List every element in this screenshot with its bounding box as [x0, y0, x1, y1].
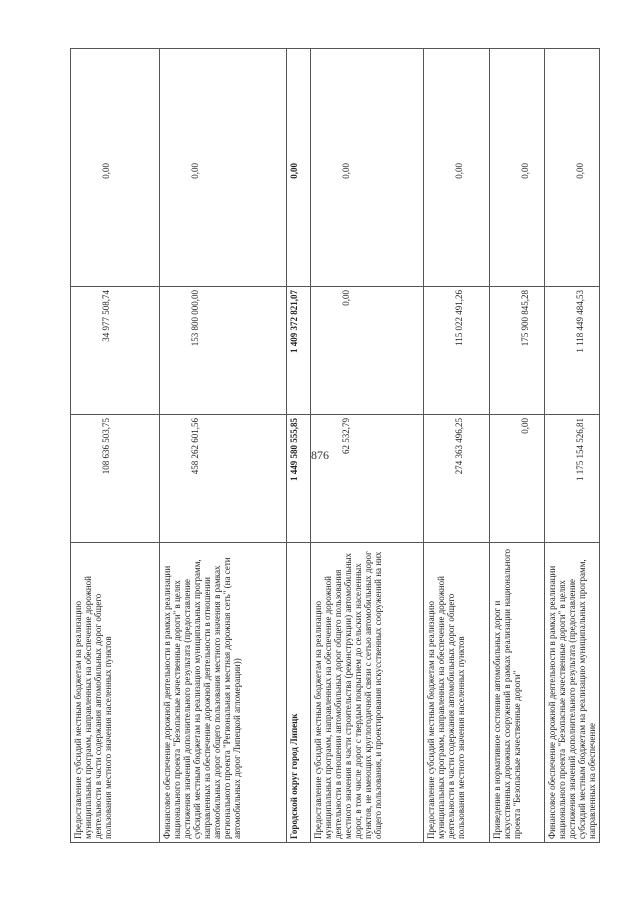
row-value-3: 0,00: [519, 163, 530, 179]
row-description: Городской округ город Липецк: [287, 542, 310, 842]
row-value-2: 1 409 372 821,07: [287, 286, 310, 414]
row-description: Предоставление субсидий местным бюджетам на реализацию муниципальных программ, направленных на обеспечение дорожной деятельности в части содержания автомобильных дорог общего пользования местного значения населенных пунктов: [424, 542, 489, 842]
row-value-2: 175 900 845,28: [490, 286, 544, 414]
row-value-2: 0,00: [311, 286, 423, 414]
table-row: [310, 49, 423, 842]
row-value-3: 0,00: [574, 163, 585, 179]
row-value-3: 0,00: [190, 163, 201, 179]
row-value-2: 34 977 508,74: [71, 286, 159, 414]
row-value-1: 458 262 601,56: [160, 414, 286, 542]
row-value-3: 0,00: [289, 163, 300, 179]
table-row-total: [286, 49, 310, 842]
row-value-1: 1 175 154 526,81: [545, 414, 599, 542]
table-row: [423, 49, 489, 842]
table-row: [544, 49, 599, 842]
table-row: [71, 49, 159, 842]
row-value-1: 108 636 503,75: [71, 414, 159, 542]
row-description: Предоставление субсидий местным бюджетам на реализацию муниципальных программ, направленных на обеспечение дорожной деятельности в отношении автомобильных дорог общего пользования местного значения в части строительства (реконструкции) автомобильных дорог, в том числе дорог с твердым покрытием до сельских населенных пунктов, не имеющих круглогодичной связи с сетью автомобильных дорог общего пользования, и проектирования искусственных сооружений на них: [311, 542, 423, 842]
page-number: 876: [311, 448, 329, 462]
budget-table: [70, 48, 600, 843]
row-value-1: 62 532,79: [311, 414, 423, 542]
row-description: Финансовое обеспечение дорожной деятельности в рамках реализации национального проекта "Безопасные качественные дороги" в целях достижения значений дополнительного результата (предоставление субсидий местным бюджетам на реализацию муниципальных программ, направленных на обеспечение: [545, 542, 599, 842]
row-value-2: 1 118 449 484,53: [545, 286, 599, 414]
table-row: [159, 49, 286, 842]
table-row: [489, 49, 544, 842]
row-value-3: 0,00: [340, 163, 351, 179]
row-value-1: 1 449 580 555,85: [287, 414, 310, 542]
row-description: Финансовое обеспечение дорожной деятельности в рамках реализации национального проекта "Безопасные качественные дороги" в целях достижения значений дополнительного результата (предоставление субсидий местным бюджетам на реализацию муниципальных программ, направленных на обеспечение дорожной деятельности в отношении автомобильных дорог общего пользования местного значения в рамках регионального проекта "Региональная и местная дорожная сеть" (на сети автомобильных дорог Липецкой агломерации)): [160, 542, 286, 842]
row-value-2: 153 800 000,00: [160, 286, 286, 414]
row-description: Приведение в нормативное состояние автомобильных дорог и искусственных дорожных сооружений в рамках реализации национального проекта "Безопасные качественные дороги": [490, 542, 544, 842]
row-value-1: 274 363 496,25: [424, 414, 489, 542]
row-description: Предоставление субсидий местным бюджетам на реализацию муниципальных программ, направленных на обеспечение дорожной деятельности в части содержания автомобильных дорог общего пользования местного значения населенных пунктов: [71, 542, 159, 842]
row-value-3: 0,00: [454, 163, 465, 179]
row-value-1: 0,00: [490, 414, 544, 542]
row-value-3: 0,00: [101, 163, 111, 179]
row-value-2: 115 022 491,26: [424, 286, 489, 414]
